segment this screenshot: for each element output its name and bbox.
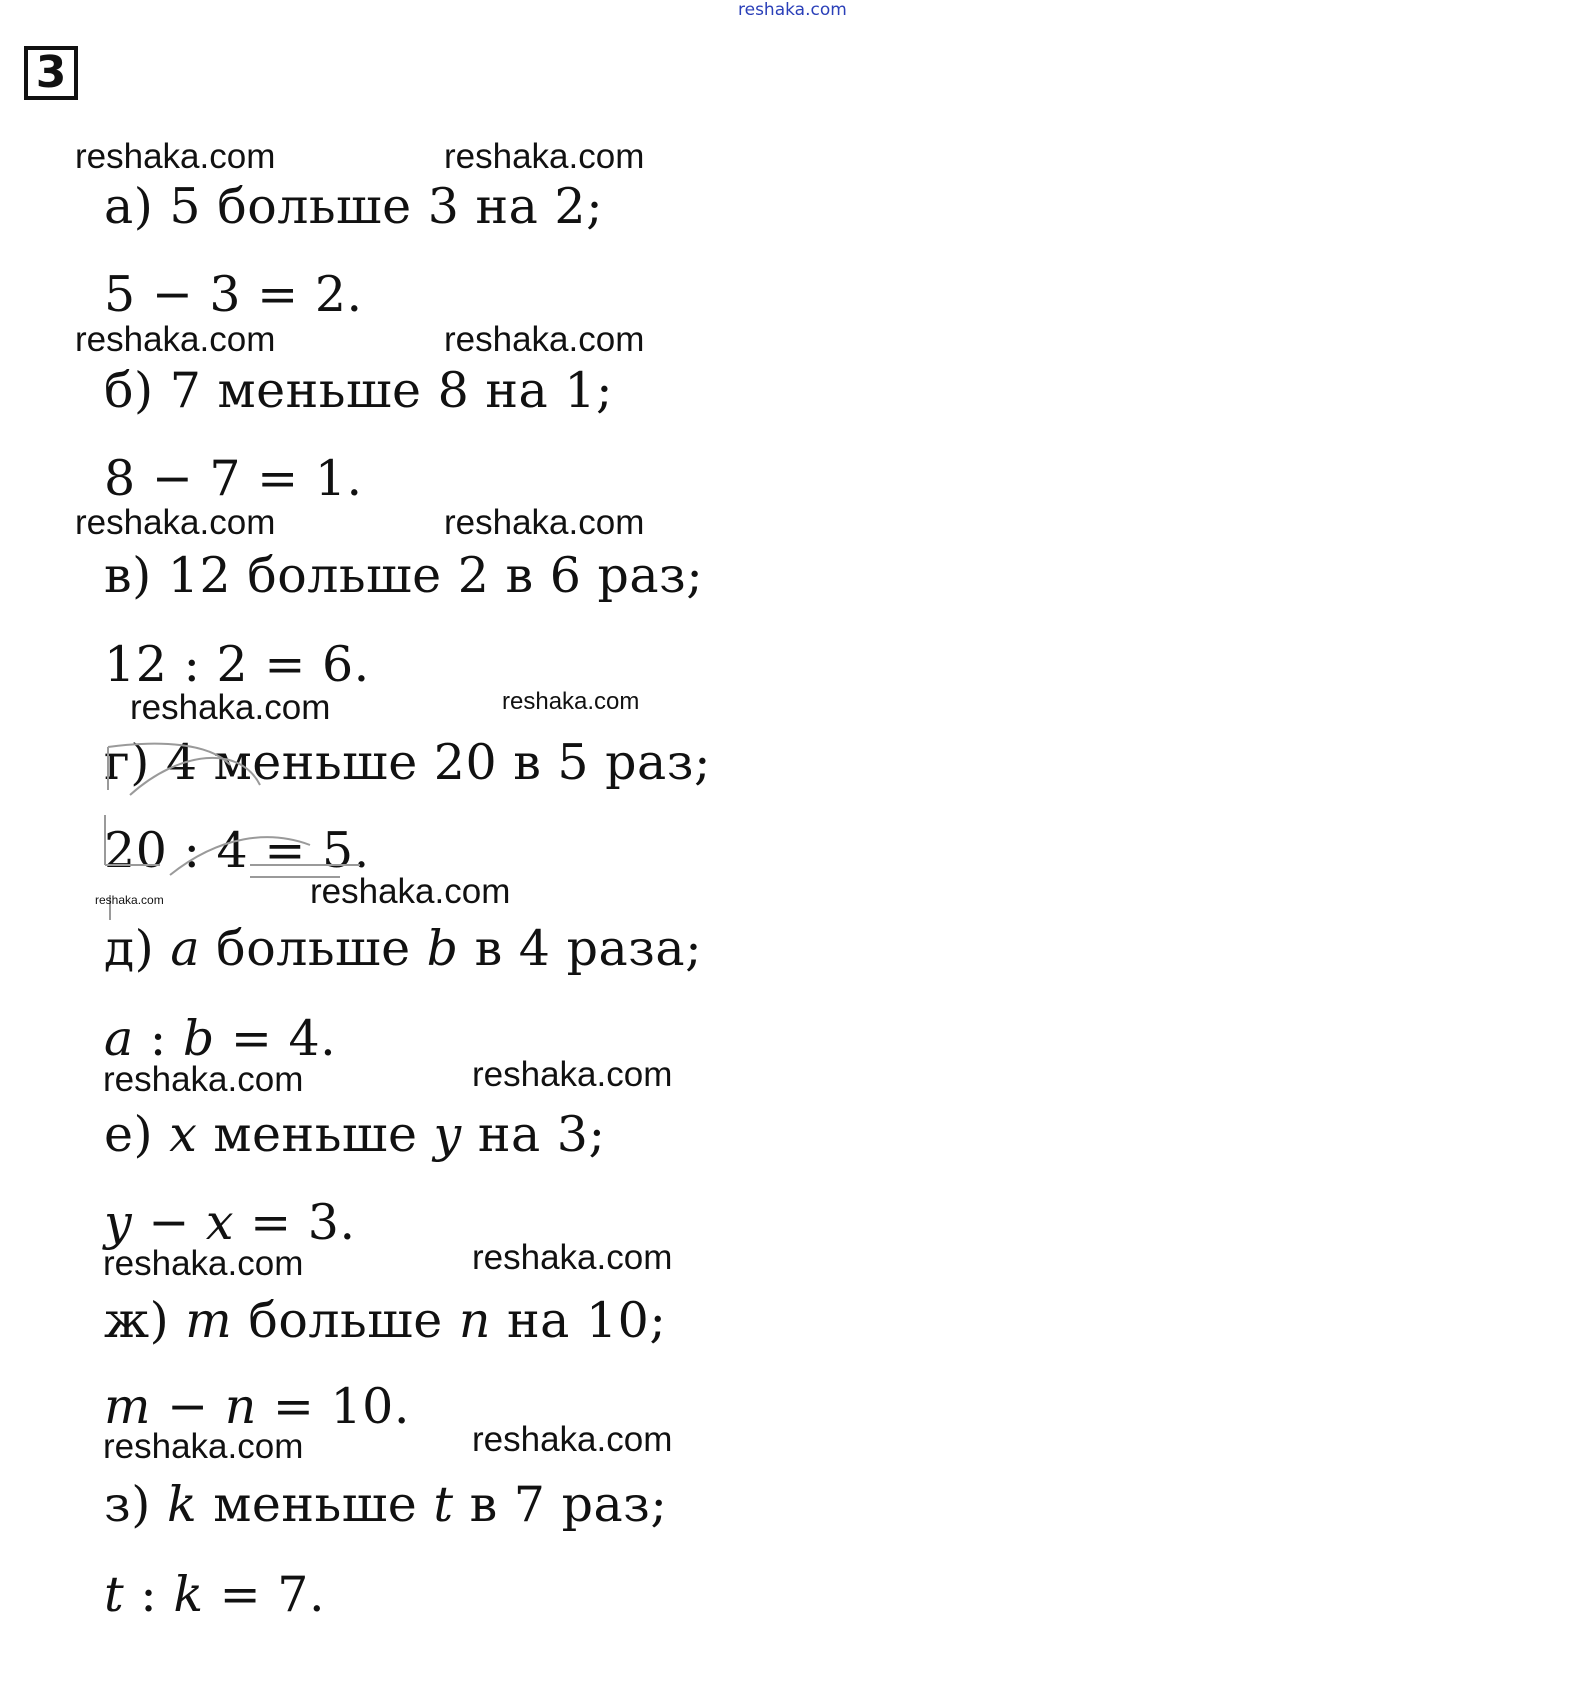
- item-d-statement: д) a больше b в 4 раза;: [104, 920, 703, 977]
- item-v-statement: в) 12 больше 2 в 6 раз;: [104, 547, 704, 604]
- watermark: reshaka.com: [502, 688, 640, 715]
- item-b-equation: 8 − 7 = 1.: [104, 450, 363, 507]
- watermark: reshaka.com: [75, 503, 276, 542]
- item-e-statement: е) x меньше y на 3;: [104, 1106, 606, 1163]
- item-e-equation: y − x = 3.: [104, 1194, 356, 1251]
- item-z-statement: з) k меньше t в 7 раз;: [104, 1476, 668, 1533]
- item-d-equation: a : b = 4.: [104, 1010, 337, 1067]
- watermark: reshaka.com: [103, 1427, 304, 1466]
- watermark: reshaka.com: [130, 688, 331, 727]
- watermark: reshaka.com: [472, 1420, 673, 1459]
- watermark: reshaka.com: [310, 872, 511, 911]
- item-zh-statement: ж) m больше n на 10;: [104, 1292, 667, 1349]
- item-a-equation: 5 − 3 = 2.: [104, 266, 363, 323]
- watermark: reshaka.com: [75, 137, 276, 176]
- watermark: reshaka.com: [444, 503, 645, 542]
- item-g-statement: г) 4 меньше 20 в 5 раз;: [104, 734, 712, 791]
- watermark: reshaka.com: [444, 137, 645, 176]
- watermark: reshaka.com: [75, 320, 276, 359]
- item-v-equation: 12 : 2 = 6.: [104, 636, 370, 693]
- watermark: reshaka.com: [472, 1238, 673, 1277]
- top-watermark: reshaka.com: [738, 0, 847, 20]
- task-number-box: 3: [24, 46, 78, 100]
- watermark: reshaka.com: [472, 1055, 673, 1094]
- watermark: reshaka.com: [103, 1060, 304, 1099]
- item-g-equation: 20 : 4 = 5.: [104, 822, 370, 879]
- watermark: reshaka.com: [95, 893, 164, 907]
- watermark: reshaka.com: [444, 320, 645, 359]
- item-zh-equation: m − n = 10.: [104, 1378, 410, 1435]
- item-b-statement: б) 7 меньше 8 на 1;: [104, 362, 614, 419]
- item-z-equation: t : k = 7.: [104, 1566, 326, 1623]
- watermark: reshaka.com: [103, 1244, 304, 1283]
- item-a-statement: а) 5 больше 3 на 2;: [104, 178, 604, 235]
